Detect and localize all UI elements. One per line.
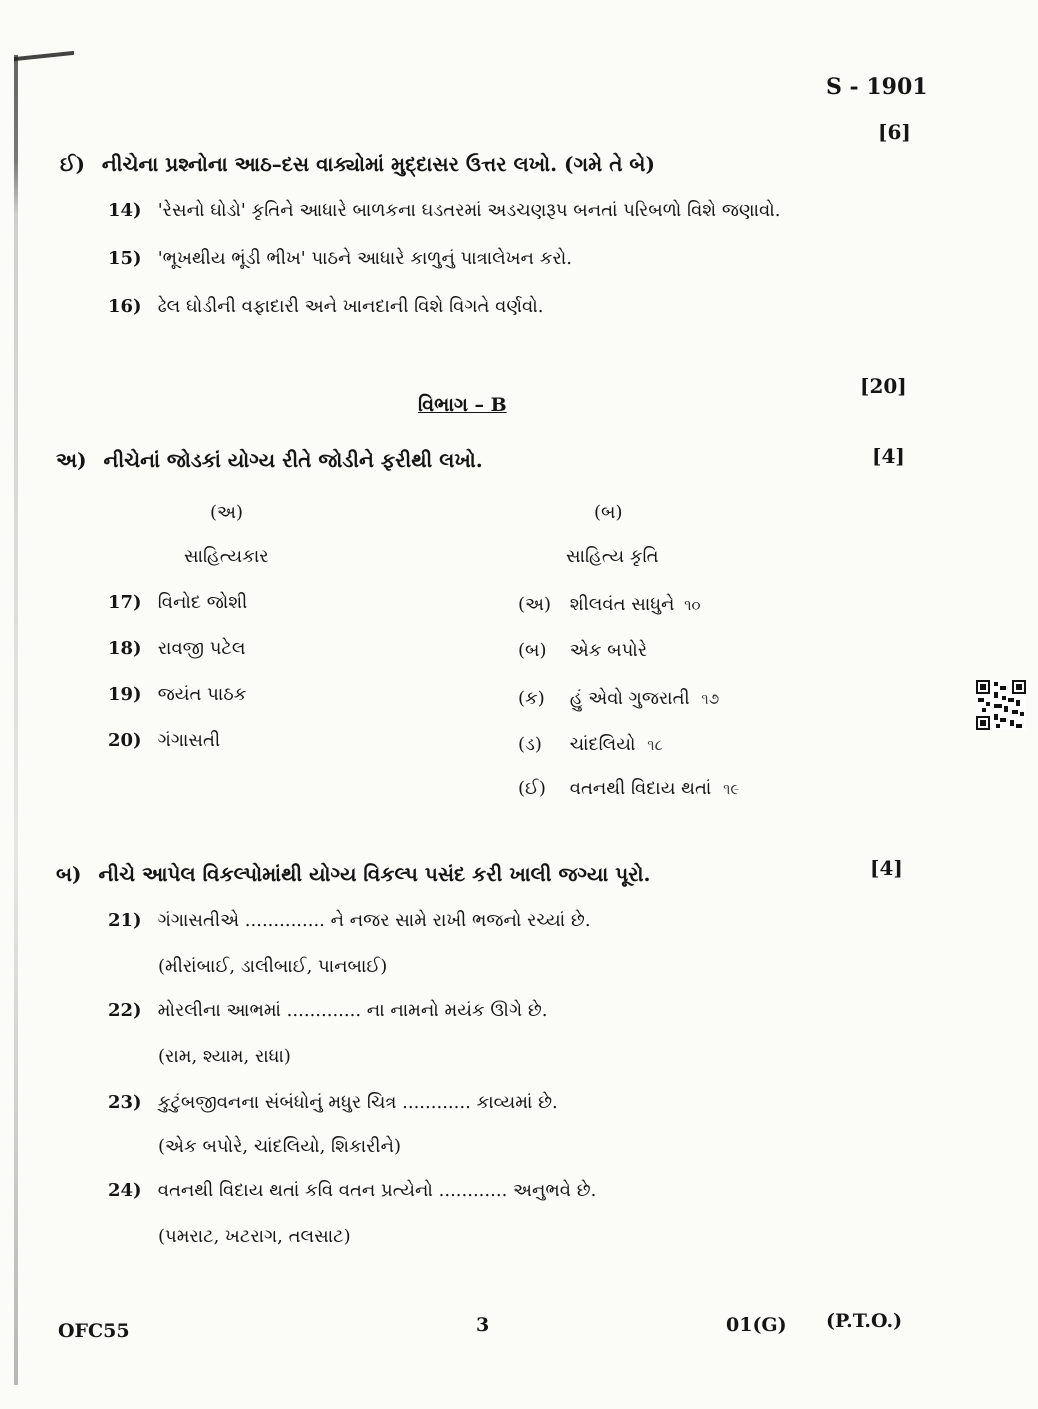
section-e-marks: [6]: [878, 120, 911, 144]
question-text: 'રેસનો ઘોડો' કૃતિને આધારે બાળકના ઘડતરમાં અડચણરૂપ બનતાં પરિબળો વિશે જણાવો.: [157, 200, 781, 221]
work-title: વતનથી વિદાય થતાં: [569, 778, 712, 799]
match-right-item: [518, 734, 663, 755]
author-name: રાવજી પટેલ: [157, 638, 246, 659]
work-title: હું એવો ગુજરાતી: [569, 688, 690, 709]
question-text: ગંગાસતીએ .............. ને નજર સામે રાખી ભજનો રચ્યાં છે.: [157, 910, 591, 931]
section-e-instruction: નીચેના પ્રશ્નોના આઠ–દસ વાક્યોમાં મુદ્દાસર ઉત્તર લખો. (ગમે તે બે): [101, 152, 655, 176]
fill-heading: [56, 862, 651, 886]
question-text: મોરલીના આભમાં ............. ના નામનો મયંક ઊગે છે.: [157, 1000, 548, 1021]
question-14: [108, 200, 780, 221]
match-right-item: [518, 640, 651, 661]
match-left-item: [108, 684, 246, 705]
handwritten-note: ૧૯: [723, 780, 740, 798]
question-number: 14): [108, 200, 142, 221]
question-number: 24): [108, 1180, 142, 1201]
section-b-marks: [20]: [860, 374, 907, 398]
question-options: (મીરાંબાઈ, ડાલીબાઈ, પાનબાઈ): [158, 956, 388, 977]
match-left-item: [108, 592, 247, 613]
question-22: [108, 1000, 547, 1021]
scan-edge: [14, 55, 18, 1385]
footer-code: OFC55: [58, 1320, 130, 1342]
fill-marks: [4]: [870, 856, 903, 880]
match-right-item: [518, 594, 701, 615]
footer-series-code: 01(G): [726, 1314, 787, 1336]
option-key: (અ): [518, 594, 552, 615]
section-e-heading: [60, 152, 655, 176]
handwritten-note: ૧૦: [684, 596, 701, 614]
match-left-item: [108, 730, 220, 751]
column-a-title: સાહિત્યકાર: [184, 546, 269, 567]
question-number: 22): [108, 1000, 142, 1021]
fill-instruction: નીચે આપેલ વિકલ્પોમાંથી યોગ્ય વિકલ્પ પસંદ કરી ખાલી જગ્યા પૂરો.: [98, 862, 651, 886]
match-left-item: [108, 638, 246, 659]
column-b-title: સાહિત્ય કૃતિ: [566, 546, 659, 567]
column-b-label: (બ): [594, 502, 623, 523]
question-text: 'ભૂખથીય ભૂંડી ભીખ' પાઠને આધારે કાળુનું પાત્રાલેખન કરો.: [157, 248, 572, 269]
work-title: એક બપોરે: [569, 640, 648, 661]
question-number: 16): [108, 296, 142, 317]
scan-edge-top: [14, 51, 74, 61]
section-e-label: ઈ): [60, 152, 85, 176]
question-number: 23): [108, 1092, 142, 1113]
page-number: 3: [476, 1314, 490, 1336]
option-key: (બ): [518, 640, 547, 661]
question-21: [108, 910, 591, 931]
match-label: અ): [56, 448, 87, 472]
question-number: 15): [108, 248, 142, 269]
match-instruction: નીચેનાં જોડકાં યોગ્ય રીતે જોડીને ફરીથી લખો.: [103, 448, 483, 472]
question-text: ઢેલ ઘોડીની વફાદારી અને ખાનદાની વિશે વિગતે વર્ણવો.: [157, 296, 544, 317]
match-marks: [4]: [872, 444, 905, 468]
author-name: ગંગાસતી: [157, 730, 221, 751]
question-number: 20): [108, 730, 142, 751]
question-15: [108, 248, 572, 269]
question-options: (પમરાટ, ખટરાગ, તલસાટ): [158, 1226, 351, 1247]
question-16: [108, 296, 544, 317]
question-23: [108, 1092, 558, 1113]
match-heading: [56, 448, 483, 472]
question-options: (રામ, શ્યામ, રાધા): [158, 1046, 291, 1067]
author-name: વિનોદ જોશી: [157, 592, 248, 613]
section-b-title: વિભાગ – B: [418, 394, 507, 416]
work-title: ચાંદલિયો: [569, 734, 636, 755]
question-options: (એક બપોરે, ચાંદલિયો, શિકારીને): [158, 1136, 402, 1157]
handwritten-note: ૧૮: [647, 736, 663, 754]
match-right-item: [518, 688, 719, 709]
option-key: (ક): [518, 688, 545, 709]
fill-label: બ): [56, 862, 82, 886]
question-number: 18): [108, 638, 142, 659]
qr-code-icon: [976, 680, 1026, 730]
question-24: [108, 1180, 596, 1201]
question-number: 21): [108, 910, 142, 931]
author-name: જયંત પાઠક: [157, 684, 247, 705]
option-key: (ઈ): [518, 778, 546, 799]
paper-code: S - 1901: [826, 74, 928, 100]
work-title: શીલવંત સાધુને: [569, 594, 675, 615]
question-number: 19): [108, 684, 142, 705]
question-number: 17): [108, 592, 142, 613]
question-text: વતનથી વિદાય થતાં કવિ વતન પ્રત્યેનો ............ અનુભવે છે.: [157, 1180, 597, 1201]
column-a-label: (અ): [210, 502, 244, 523]
handwritten-note: ૧૭: [701, 690, 720, 708]
pto-label: (P.T.O.): [826, 1310, 903, 1332]
option-key: (ડ): [518, 734, 542, 755]
match-right-item: [518, 778, 739, 799]
question-text: કુટુંબજીવનના સંબંધોનું મધુર ચિત્ર ............ કાવ્યમાં છે.: [157, 1092, 558, 1113]
